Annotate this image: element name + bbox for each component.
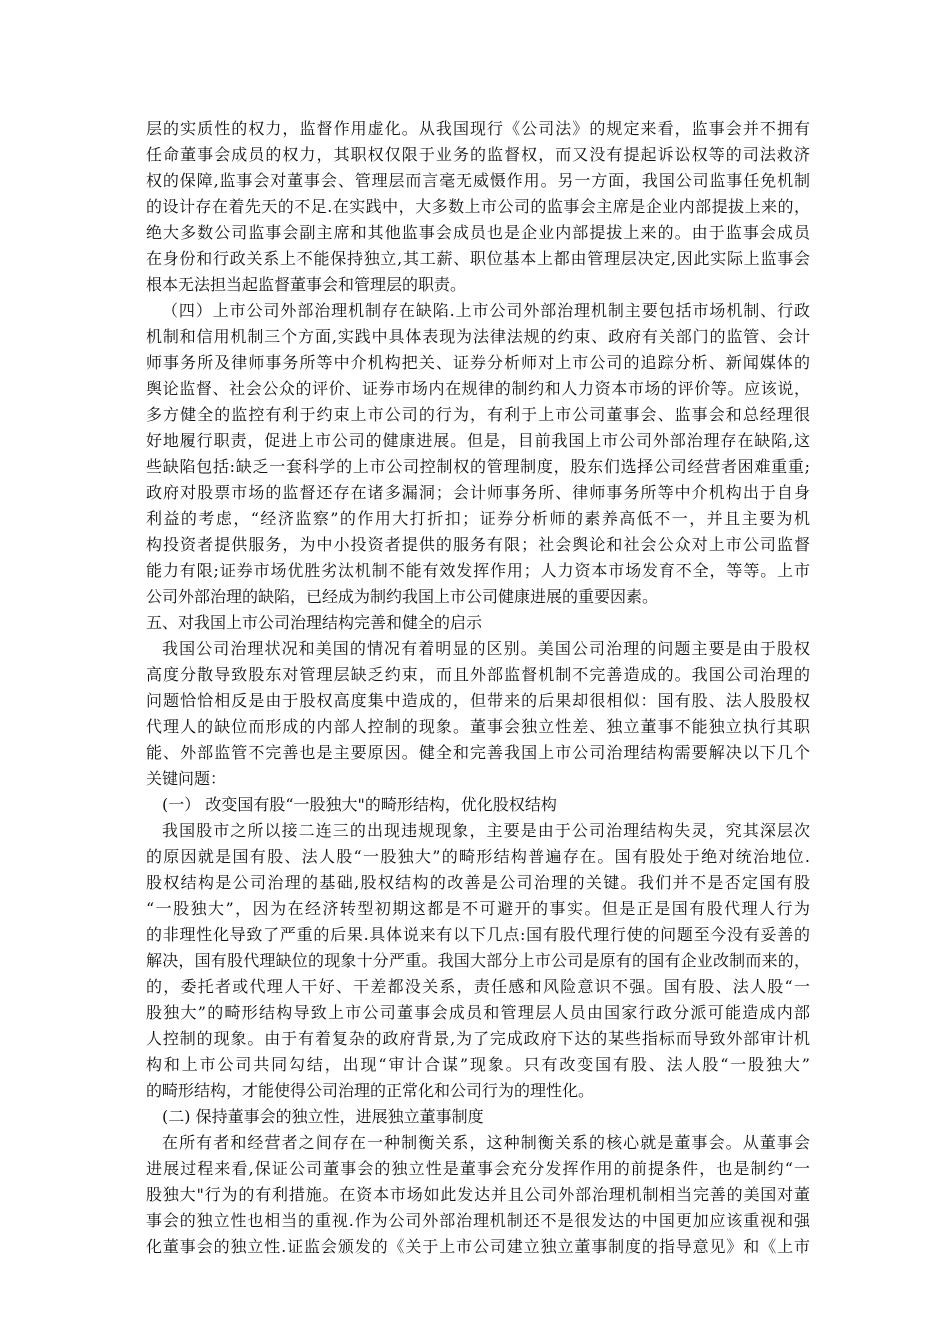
paragraph-start-line: 我国股市之所以接二连三的出现违规现象，主要是由于公司治理结构失灵，究其深层次 bbox=[162, 821, 810, 840]
text-line: 股独大”的畸形结构导致上市公司董事会成员和管理层人员由国家行政分派可能造成内部 bbox=[146, 1003, 810, 1022]
text-line: 能力有限;证券市场优胜劣汰机制不能有效发挥作用；人力资本市场发育不全，等等。上市 bbox=[146, 561, 810, 580]
paragraph-start-line: 在所有者和经营者之间存在一种制衡关系，这种制衡关系的核心就是董事会。从董事会 bbox=[162, 1133, 810, 1152]
text-line: 政府对股票市场的监督还存在诸多漏洞；会计师事务所、律师事务所等中介机构出于自身 bbox=[146, 483, 810, 502]
text-line: 高度分散导致股东对管理层缺乏约束，而且外部监督机制不完善造成的。我国公司治理的 bbox=[146, 665, 810, 684]
text-line: 层的实质性的权力，监督作用虚化。从我国现行《公司法》的规定来看，监事会并不拥有 bbox=[146, 119, 810, 138]
text-line: 构投资者提供服务，为中小投资者提供的服务有限；社会舆论和社会公众对上市公司监督 bbox=[146, 535, 810, 554]
paragraph-start-line: （四）上市公司外部治理机制存在缺陷.上市公司外部治理机制主要包括市场机制、行政 bbox=[162, 301, 810, 320]
text-line: 在身份和行政关系上不能保持独立,其工薪、职位基本上都由管理层决定,因此实际上监事会 bbox=[146, 249, 810, 268]
text-line: 进展过程来看,保证公司董事会的独立性是董事会充分发挥作用的前提条件，也是制约“一 bbox=[146, 1159, 810, 1178]
text-line: 化董事会的独立性.证监会颁发的《关于上市公司建立独立董事制度的指导意见》和《上市 bbox=[146, 1237, 810, 1256]
text-line: 关键问题： bbox=[146, 769, 227, 788]
text-line: 股独大"行为的有利措施。在资本市场如此发达并且公司外部治理机制相当完善的美国对董 bbox=[146, 1185, 810, 1204]
text-line: “一股独大”，因为在经济转型初期这都是不可避开的事实。但是正是国有股代理人行为 bbox=[146, 899, 810, 918]
text-line: 的设计存在着先天的不足.在实践中，大多数上市公司的监事会主席是企业内部提拔上来的， bbox=[146, 197, 810, 216]
document-page bbox=[146, 116, 810, 1260]
paragraph-start-line: 我国公司治理状况和美国的情况有着明显的区别。美国公司治理的问题主要是由于股权 bbox=[162, 639, 810, 658]
text-line: 好地履行职责，促进上市公司的健康进展。但是，目前我国上市公司外部治理存在缺陷,这 bbox=[146, 431, 810, 450]
text-line: 利益的考虑，“经济监察”的作用大打折扣；证券分析师的素养高低不一，并且主要为机 bbox=[146, 509, 810, 528]
text-line: 问题恰恰相反是由于股权高度集中造成的，但带来的后果却很相似：国有股、法人股股权 bbox=[146, 691, 810, 710]
text-line: 股权结构是公司治理的基础,股权结构的改善是公司治理的关键。我们并不是否定国有股 bbox=[146, 873, 810, 892]
subsection-heading: (一） 改变国有股“一股独大"的畸形结构，优化股权结构 bbox=[162, 795, 557, 814]
text-line: 机制和信用机制三个方面,实践中具体表现为法律法规的约束、政府有关部门的监管、会计 bbox=[146, 327, 810, 346]
text-line: 人控制的现象。由于有着复杂的政府背景,为了完成政府下达的某些指标而导致外部审计机 bbox=[146, 1029, 810, 1048]
text-line: 的原因就是国有股、法人股“一股独大”的畸形结构普遍存在。国有股处于绝对统治地位. bbox=[146, 847, 810, 866]
text-line: 权的保障,监事会对董事会、管理层而言毫无威慑作用。另一方面，我国公司监事任免机制 bbox=[146, 171, 810, 190]
text-line: 师事务所及律师事务所等中介机构把关、证券分析师对上市公司的追踪分析、新闻媒体的 bbox=[146, 353, 810, 372]
text-line: 绝大多数公司监事会副主席和其他监事会成员也是企业内部提拔上来的。由于监事会成员 bbox=[146, 223, 810, 242]
text-line: 根本无法担当起监督董事会和管理层的职责。 bbox=[146, 275, 467, 294]
text-line: 的畸形结构，才能使得公司治理的正常化和公司行为的理性化。 bbox=[146, 1081, 595, 1100]
text-line: 任命董事会成员的权力，其职权仅限于业务的监督权，而又没有提起诉讼权等的司法救济 bbox=[146, 145, 810, 164]
text-line: 多方健全的监控有利于约束上市公司的行为，有利于上市公司董事会、监事会和总经理很 bbox=[146, 405, 810, 424]
section-heading: 五、对我国上市公司治理结构完善和健全的启示 bbox=[146, 613, 483, 632]
text-line: 的，委托者或代理人干好、干差都没关系，责任感和风险意识不强。国有股、法人股“一 bbox=[146, 977, 810, 996]
text-line: 公司外部治理的缺陷，已经成为制约我国上市公司健康进展的重要因素。 bbox=[146, 587, 659, 606]
text-line: 事会的独立性也相当的重视.作为公司外部治理机制还不是很发达的中国更加应该重视和强 bbox=[146, 1211, 810, 1230]
text-line: 些缺陷包括:缺乏一套科学的上市公司控制权的管理制度，股东们选择公司经营者困难重重; bbox=[146, 457, 810, 476]
text-line: 代理人的缺位而形成的内部人控制的现象。董事会独立性差、独立董事不能独立执行其职 bbox=[146, 717, 810, 736]
text-line: 能、外部监管不完善也是主要原因。健全和完善我国上市公司治理结构需要解决以下几个 bbox=[146, 743, 810, 762]
text-line: 舆论监督、社会公众的评价、证券市场内在规律的制约和人力资本市场的评价等。应该说， bbox=[146, 379, 810, 398]
text-line: 构和上市公司共同勾结，出现“审计合谋”现象。只有改变国有股、法人股“一股独大” bbox=[146, 1055, 810, 1074]
text-line: 的非理性化导致了严重的后果.具体说来有以下几点:国有股代理行使的问题至今没有妥善的 bbox=[146, 925, 810, 944]
text-line: 解决，国有股代理缺位的现象十分严重。我国大部分上市公司是原有的国有企业改制而来的， bbox=[146, 951, 810, 970]
subsection-heading: (二) 保持董事会的独立性，进展独立董事制度 bbox=[162, 1107, 484, 1126]
